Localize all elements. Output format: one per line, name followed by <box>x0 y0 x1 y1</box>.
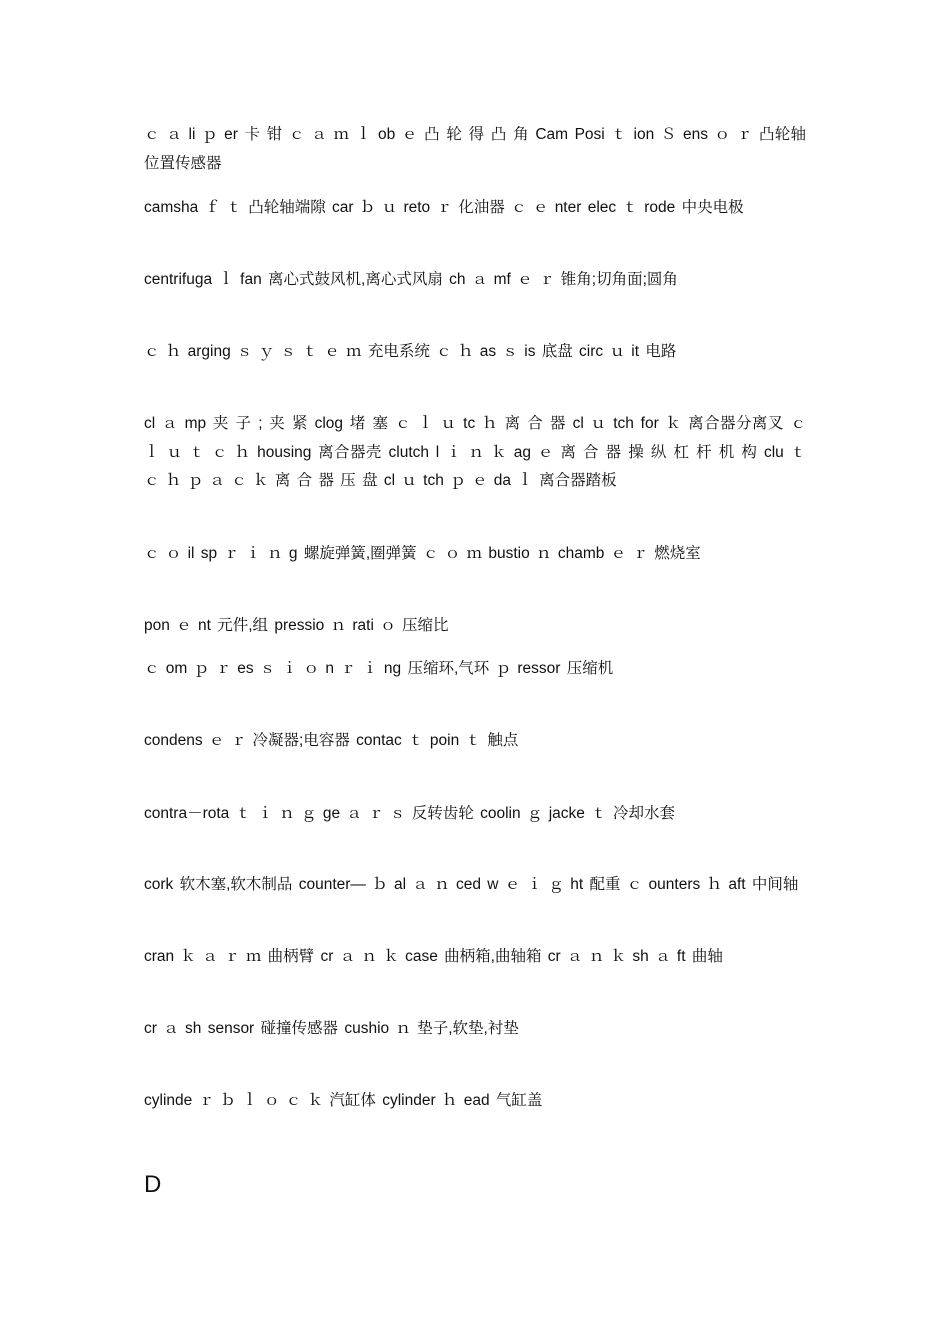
glossary-paragraph-8: ｃ om ｐ ｒ es ｓ ｉ ｏ n ｒ ｉ ng 压缩环,气环 ｐ ressor 压缩机 <box>144 660 614 677</box>
glossary-paragraph-6: ｃ ｏ il sp ｒ ｉ ｎ g 螺旋弹簧,圈弹簧 ｃ ｏ ｍ bustio ｎ chamb ｅ ｒ 燃烧室 <box>144 545 701 562</box>
glossary-paragraph-5: cl ａ mp 夹 子 ; 夹 紧 clog 堵 塞 ｃ ｌ ｕ tc ｈ 离 合 器 cl ｕ tch for ｋ 离合器分离叉 ｃ ｌ ｕ ｔ ｃ ｈ housing 离合器壳 clutch l ｉ ｎ ｋ ag ｅ 离 合 器 操 纵 杠 杆 机 构 clu ｔ ｃ ｈ ｐ ａ ｃ ｋ 离 合 器 压 盘 cl ｕ tch ｐ ｅ da ｌ 离合器踏板 <box>144 415 806 489</box>
glossary-paragraph-9: condens ｅ ｒ 冷凝器;电容器 contac ｔ poin ｔ 触点 <box>144 732 519 749</box>
glossary-paragraph-14: cylinde ｒ ｂ ｌ ｏ ｃ ｋ 汽缸体 cylinder ｈ ead 气缸盖 <box>144 1092 543 1109</box>
glossary-paragraph-11: cork 软木塞,软木制品 counter— ｂ al ａ ｎ ced w ｅ ｉ ｇ ht 配重 ｃ ounters ｈ aft 中间轴 <box>144 876 799 893</box>
glossary-paragraph-12: cran ｋ ａ ｒ ｍ 曲柄臂 cr ａ ｎ ｋ case 曲柄箱,曲轴箱 cr ａ ｎ ｋ sh ａ ft 曲轴 <box>144 948 723 965</box>
glossary-paragraph-7: pon ｅ nt 元件,组 pressio ｎ rati ｏ 压缩比 <box>144 617 449 634</box>
glossary-paragraph-1: ｃ ａ li ｐ er 卡 钳 ｃ ａ ｍ ｌ ob ｅ 凸 轮 得 凸 角 Cam Posi ｔ ion Ｓ ens ｏ ｒ 凸轮轴位置传感器 <box>144 126 806 172</box>
glossary-paragraph-3: centrifuga ｌ fan 离心式鼓风机,离心式风扇 ch ａ mf ｅ ｒ 锥角;切角面;圆角 <box>144 271 678 288</box>
glossary-paragraph-13: cr ａ sh sensor 碰撞传感器 cushio ｎ 垫子,软垫,衬垫 <box>144 1020 519 1037</box>
section-letter-heading: D <box>144 1171 162 1198</box>
glossary-paragraph-4: ｃ ｈ arging ｓ ｙ ｓ ｔ ｅ ｍ 充电系统 ｃ ｈ as ｓ is 底盘 circ ｕ it 电路 <box>144 343 677 360</box>
glossary-paragraph-2: camsha ｆ ｔ 凸轮轴端隙 car ｂ ｕ reto ｒ 化油器 ｃ ｅ nter elec ｔ rode 中央电极 <box>144 199 744 216</box>
glossary-paragraph-10: contra－rota ｔ ｉ ｎ ｇ ge ａ ｒ ｓ 反转齿轮 coolin ｇ jacke ｔ 冷却水套 <box>144 805 676 822</box>
